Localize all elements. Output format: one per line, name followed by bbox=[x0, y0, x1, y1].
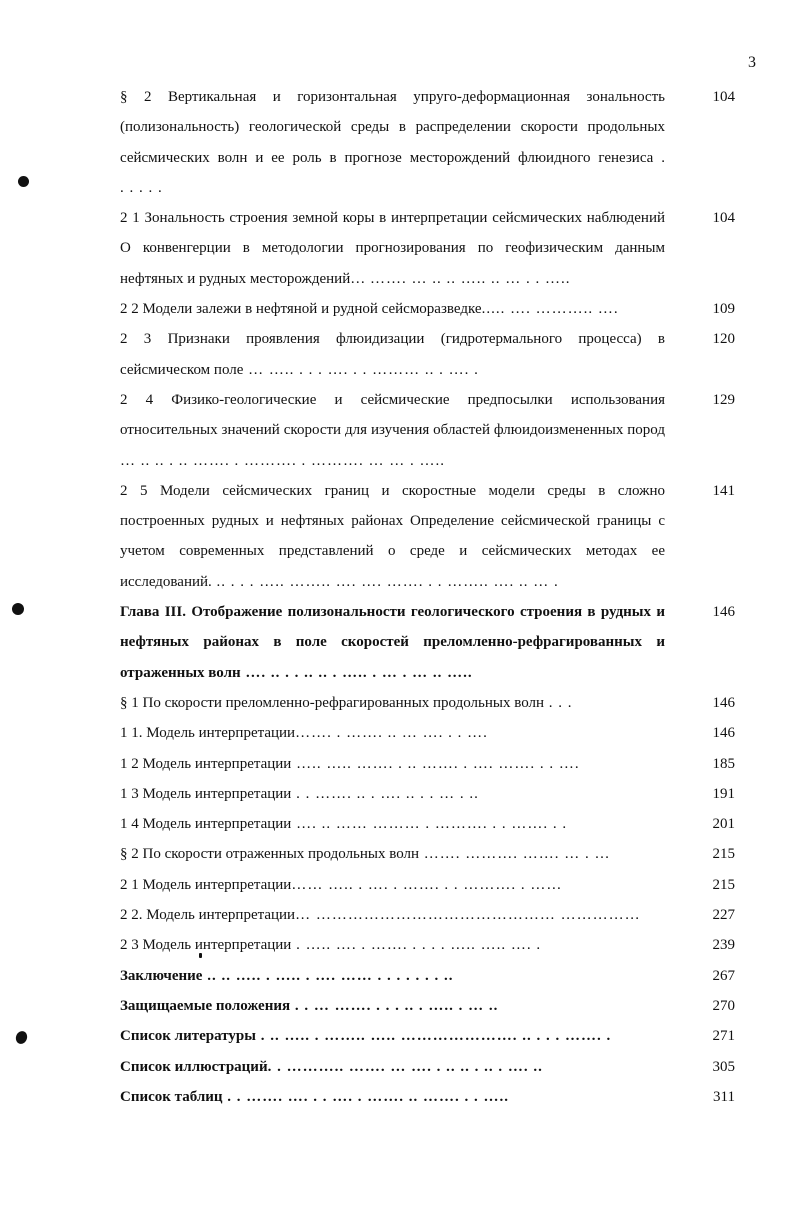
toc-entry-title: 1 3 Модель интерпретации . . ……. .. . …. .. . . … . .. bbox=[120, 785, 479, 802]
toc-entry-page: 146 bbox=[712, 604, 735, 621]
toc-entry-page: 185 bbox=[712, 755, 735, 772]
toc-entry-page: 227 bbox=[712, 907, 735, 924]
dot-leader: …. .. . . .. .. . ….. . … . … .. ….. bbox=[240, 664, 473, 681]
toc-entry-title: § 2 Вертикальная и горизонтальная упруго-деформационная зональность (полизональность) геологической среды в распределении скорости продольных сейсмических волн и ее роль в прогнозе месторождений флюидного генезиса . . . . . . bbox=[120, 89, 665, 196]
toc-entry-title: Заключение .. .. ….. . ….. . …. …… . . . . . . . .. bbox=[120, 967, 454, 984]
toc-entry bbox=[120, 900, 735, 930]
toc-entry-page: 104 bbox=[712, 89, 735, 105]
toc-entry-title: 1 1. Модель интерпретации……. . ……. .. … …. . . …. bbox=[120, 725, 488, 742]
toc-entry bbox=[120, 688, 735, 718]
dot-leader: ……. . ……. .. … …. . . …. bbox=[295, 725, 488, 742]
toc-entry-title: § 2 По скорости отраженных продольных волн ……. ………. ……. … . … bbox=[120, 846, 611, 863]
toc-entry-title: Список литературы . .. ….. . …….. ….. …………………. .. . . . ……. . bbox=[120, 1028, 612, 1045]
dot-leader: ..... …. ……….. …. bbox=[481, 301, 619, 318]
toc-entry bbox=[120, 839, 735, 869]
dot-leader: ……. … .. .. ….. .. … . . ….. bbox=[365, 270, 571, 287]
toc-section-heading bbox=[120, 1082, 735, 1112]
dot-leader: . . ……. .. . …. .. . . … . .. bbox=[291, 785, 479, 802]
toc-entry bbox=[120, 82, 735, 203]
toc-entry-title: Глава III. Отображение полизональности геологического строения в рудных и нефтяных районах в поле скоростей преломленно-рефрагированных и отраженных волн …. .. . . .. .. . ….. . … . … .. ….. bbox=[120, 604, 665, 681]
margin-hole-mark bbox=[18, 176, 29, 187]
toc-entry-title: 2 3 Признаки проявления флюидизации (гидротермального процесса) в сейсмическом поле … ….. . . . …. . . ……… .. . …. . bbox=[120, 331, 665, 378]
toc-entry bbox=[120, 324, 735, 385]
toc-section-heading bbox=[120, 1052, 735, 1082]
toc-entry-title: 2 1 Зональность строения земной коры в интерпретации сейсмических наблюдений О конвенгерции в методологии прогнозирования по геофизическим данным нефтяных и рудных месторождений… ……. … .. .. ….. .. … . . ….. bbox=[120, 210, 665, 287]
toc-entry-title: Защищаемые положения . . … ……. . . . .. . ….. . … .. bbox=[120, 997, 499, 1014]
dot-leader: . . ……….. ……. … …. . .. .. . .. . …. .. bbox=[267, 1058, 543, 1075]
toc-entry-title: 2 1 Модель интерпретации…… ….. . …. . ……. . . ………. . …… bbox=[120, 876, 563, 893]
toc-entry bbox=[120, 930, 735, 960]
margin-hole-mark bbox=[14, 1030, 29, 1046]
toc-entry bbox=[120, 779, 735, 809]
dot-leader: . . . bbox=[544, 694, 573, 711]
toc-entry-page: 146 bbox=[712, 725, 735, 742]
dot-leader: … ….. . . . …. . . ……… .. . …. . bbox=[243, 361, 479, 378]
toc-entry-title: 1 4 Модель интерпретации …. .. …… ……… . ………. . . ……. . . bbox=[120, 816, 568, 833]
dot-leader: . . … ……. . . . .. . ….. . … .. bbox=[290, 997, 499, 1014]
toc-entry bbox=[120, 809, 735, 839]
toc-entry-page: 239 bbox=[712, 937, 735, 954]
table-of-contents bbox=[120, 82, 735, 1112]
margin-hole-mark bbox=[12, 603, 24, 615]
dot-leader: … ……………………………………… …………… bbox=[295, 907, 641, 924]
toc-entry-page: 191 bbox=[712, 785, 735, 802]
dot-leader: ……. ………. ……. … . … bbox=[419, 846, 611, 863]
toc-entry-page: 267 bbox=[712, 967, 735, 984]
dot-leader: ….. ….. ……. . .. ……. . …. ……. . . …. bbox=[291, 755, 580, 772]
toc-entry-page: 146 bbox=[712, 694, 735, 711]
toc-section-heading bbox=[120, 991, 735, 1021]
toc-entry-page: 305 bbox=[712, 1058, 735, 1075]
toc-entry bbox=[120, 385, 735, 476]
toc-chapter-heading bbox=[120, 597, 735, 688]
toc-entry bbox=[120, 476, 735, 597]
toc-entry-page: 271 bbox=[712, 1028, 735, 1045]
toc-entry-title: 2 4 Физико-геологические и сейсмические предпосылки использования относительных значений скорости для изучения областей флюидоизмененных пород … .. .. . .. ……. . ………. . ………. … … . ….. bbox=[120, 391, 665, 469]
toc-entry-page: 141 bbox=[712, 482, 735, 499]
page-number: 3 bbox=[748, 54, 756, 71]
toc-entry bbox=[120, 294, 735, 324]
toc-entry bbox=[120, 203, 735, 294]
toc-entry-page: 270 bbox=[712, 997, 735, 1014]
dot-leader: .. .. ….. . ….. . …. …… . . . . . . . .. bbox=[202, 967, 454, 984]
toc-entry-title: 2 3 Модель интерпретации . ….. …. . ……. . . . . ….. ….. …. . bbox=[120, 937, 542, 954]
dot-leader: …. .. …… ……… . ………. . . ……. . . bbox=[291, 816, 568, 833]
dot-leader: . . . . . bbox=[120, 179, 163, 196]
toc-entry-title: § 1 По скорости преломленно-рефрагированных продольных волн . . . bbox=[120, 694, 573, 711]
toc-section-heading bbox=[120, 961, 735, 991]
dot-leader: .. . . . ….. …….. …. …. ……. . . …….. …. .. … . bbox=[211, 573, 559, 590]
dot-leader: . . ……. …. . . …. . ……. .. ……. . . ….. bbox=[222, 1088, 510, 1105]
toc-entry-page: 201 bbox=[712, 816, 735, 833]
toc-entry-page: 215 bbox=[712, 846, 735, 863]
toc-entry-title: Список иллюстраций. . ……….. ……. … …. . .. .. . .. . …. .. bbox=[120, 1058, 543, 1075]
toc-entry-page: 129 bbox=[712, 391, 735, 408]
toc-entry-page: 215 bbox=[712, 876, 735, 893]
toc-entry bbox=[120, 749, 735, 779]
toc-entry-page: 120 bbox=[712, 331, 735, 348]
toc-entry-title: 2 2 Модели залежи в нефтяной и рудной сейсморазведке..... …. ……….. …. bbox=[120, 301, 619, 318]
toc-entry-title: Список таблиц . . ……. …. . . …. . ……. .. ……. . . ….. bbox=[120, 1088, 510, 1105]
toc-entry-page: 104 bbox=[712, 210, 735, 227]
toc-entry-page: 109 bbox=[712, 301, 735, 318]
toc-section-heading bbox=[120, 1021, 735, 1051]
dot-leader: . ….. …. . ……. . . . . ….. ….. …. . bbox=[291, 937, 542, 954]
toc-entry bbox=[120, 870, 735, 900]
dot-leader: . .. ….. . …….. ….. …………………. .. . . . ……. . bbox=[255, 1028, 612, 1045]
toc-entry-title: 2 2. Модель интерпретации… ……………………………………… …………… bbox=[120, 907, 641, 924]
toc-entry bbox=[120, 718, 735, 748]
dot-leader: … .. .. . .. ……. . ………. . ………. … … . ….. bbox=[120, 452, 445, 469]
dot-leader: …… ….. . …. . ……. . . ………. . …… bbox=[291, 876, 563, 893]
toc-entry-page: 311 bbox=[713, 1088, 735, 1105]
toc-entry-title: 1 2 Модель интерпретации ….. ….. ……. . .. ……. . …. ……. . . …. bbox=[120, 755, 580, 772]
toc-entry-title: 2 5 Модели сейсмических границ и скоростные модели среды в сложно построенных рудных и нефтяных районах Определение сейсмической границы с учетом современных представлений о среде и сейсмических методах ее исследований. .. . . . ….. …….. …. …. ……. . . …….. …. .. … . bbox=[120, 482, 665, 590]
